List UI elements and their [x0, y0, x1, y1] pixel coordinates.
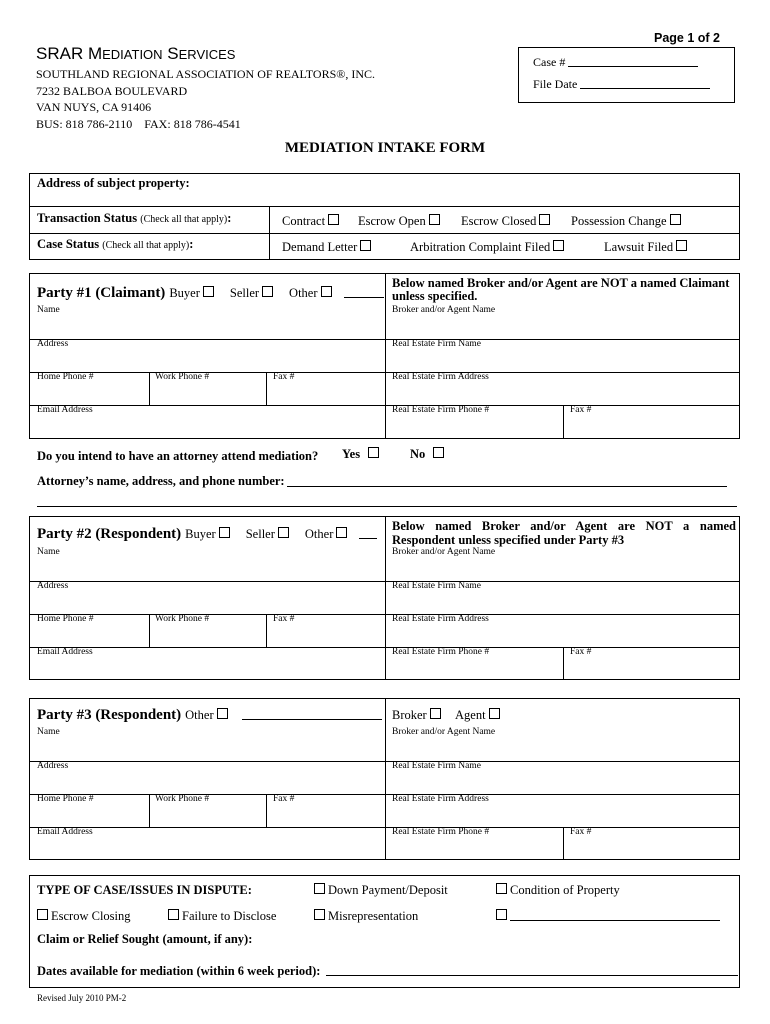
party3-other-option[interactable] [185, 708, 227, 722]
checkbox-label: Misrepresentation [328, 909, 419, 923]
party2-buyer-option[interactable] [185, 527, 230, 541]
checkbox-label: Broker [392, 708, 427, 722]
fax-label: FAX [144, 117, 168, 131]
divider [563, 827, 564, 860]
checkbox-icon[interactable] [219, 527, 230, 538]
transaction-status-title: Transaction Status [37, 211, 138, 225]
party2-broker-name-label: Broker and/or Agent Name [392, 547, 496, 557]
checkbox-label: Arbitration Complaint Filed [410, 240, 551, 254]
party1-seller-option[interactable] [230, 286, 273, 300]
party1-name-label: Name [37, 305, 60, 315]
issue-condition[interactable] [496, 883, 620, 898]
checkbox-lawsuit-filed[interactable] [604, 240, 687, 255]
party3-address-label: Address [37, 761, 69, 771]
checkbox-contract[interactable] [282, 214, 339, 229]
issue-other[interactable] [496, 909, 720, 924]
dates-line[interactable] [326, 975, 738, 976]
case-status-title: Case Status [37, 237, 100, 251]
divider [29, 581, 740, 582]
divider [269, 206, 270, 260]
file-date-line[interactable] [580, 88, 710, 89]
attorney-no-option[interactable] [410, 447, 444, 462]
party1-title [37, 284, 384, 302]
party3-fax-label: Fax # [273, 794, 295, 804]
checkbox-icon[interactable] [496, 909, 507, 920]
checkbox-icon[interactable] [433, 447, 444, 458]
party2-other-line[interactable] [359, 538, 377, 539]
party1-heading: Party #1 (Claimant) [37, 285, 166, 301]
form-title: MEDIATION INTAKE FORM [284, 140, 486, 156]
checkbox-arbitration-filed[interactable] [410, 240, 564, 255]
party1-buyer-option[interactable] [169, 286, 214, 300]
org-name-part: EDIATION [102, 47, 163, 62]
party2-heading: Party #2 (Respondent) [37, 526, 182, 542]
file-date-label: File Date [533, 77, 578, 91]
divider [266, 794, 267, 827]
claim-label: Claim or Relief Sought (amount, if any): [37, 932, 253, 946]
party1-firm-phone-label: Real Estate Firm Phone # [392, 405, 490, 415]
case-number-label: Case # [533, 55, 566, 69]
divider [29, 405, 740, 406]
checkbox-escrow-open[interactable] [358, 214, 440, 229]
checkbox-label: Lawsuit Filed [604, 240, 674, 254]
party2-other-option[interactable] [305, 527, 347, 541]
checkbox-icon[interactable] [314, 909, 325, 920]
party3-heading: Party #3 (Respondent) [37, 707, 182, 723]
divider [385, 516, 386, 680]
party2-name-label: Name [37, 547, 60, 557]
party1-work-phone-label: Work Phone # [155, 372, 210, 382]
divider [385, 698, 386, 860]
checkbox-possession-change[interactable] [571, 214, 681, 229]
divider [149, 614, 150, 647]
checkbox-icon[interactable] [676, 240, 687, 251]
checkbox-label: Seller [245, 527, 275, 541]
checkbox-label: Other [304, 527, 334, 541]
checkbox-label: No [410, 447, 426, 461]
party2-title [37, 525, 377, 543]
party2-fax-label: Fax # [273, 614, 295, 624]
checkbox-icon[interactable] [321, 286, 332, 297]
party3-firm-phone-label: Real Estate Firm Phone # [392, 827, 490, 837]
bus-number: : 818 786-2110 [59, 117, 133, 131]
party3-agent-option[interactable] [455, 708, 500, 723]
issues-title: TYPE OF CASE/ISSUES IN DISPUTE: [37, 883, 252, 897]
checkbox-icon[interactable] [553, 240, 564, 251]
party3-work-phone-label: Work Phone # [155, 794, 210, 804]
divider [149, 794, 150, 827]
divider [29, 614, 740, 615]
party3-name-label: Name [37, 727, 60, 737]
checkbox-icon[interactable] [539, 214, 550, 225]
checkbox-label: Other [185, 708, 214, 722]
checkbox-label: Buyer [169, 286, 200, 300]
party3-home-phone-label: Home Phone # [37, 794, 94, 804]
divider [29, 206, 740, 207]
issue-misrepresentation[interactable] [314, 909, 418, 924]
party1-other-option[interactable] [289, 286, 331, 300]
divider [29, 794, 740, 795]
party2-firm-name-label: Real Estate Firm Name [392, 581, 481, 591]
party1-home-phone-label: Home Phone # [37, 372, 94, 382]
party1-other-line[interactable] [344, 297, 384, 298]
divider [29, 372, 740, 373]
fax-number: : 818 786-4541 [167, 117, 241, 131]
party1-address-label: Address [37, 339, 69, 349]
party2-firm-address-label: Real Estate Firm Address [392, 614, 489, 624]
org-association: SOUTHLAND REGIONAL ASSOCIATION OF REALTORS®, INC. [36, 67, 376, 81]
party2-firm-fax-label: Fax # [570, 647, 592, 657]
checkbox-label: Seller [229, 286, 260, 300]
party2-work-phone-label: Work Phone # [155, 614, 210, 624]
divider [266, 614, 267, 647]
checkbox-label: Demand Letter [282, 240, 358, 254]
issue-escrow-closing[interactable] [37, 909, 131, 924]
org-address-line1: 7232 BALBOA BOULEVARD [36, 84, 188, 98]
checkbox-label: Other [289, 286, 318, 300]
attorney-yes-option[interactable] [342, 447, 379, 462]
divider [149, 372, 150, 405]
party1-fax-label: Fax # [273, 372, 295, 382]
checkbox-icon[interactable] [496, 883, 507, 894]
checkbox-icon[interactable] [336, 527, 347, 538]
party1-firm-name-label: Real Estate Firm Name [392, 339, 481, 349]
checkbox-label: Escrow Closed [461, 214, 537, 228]
divider [29, 339, 740, 340]
checkbox-icon[interactable] [430, 708, 441, 719]
org-name-part: ERVICES [178, 47, 236, 62]
subject-property-label: Address of subject property: [37, 176, 190, 190]
checkbox-icon[interactable] [670, 214, 681, 225]
org-phone-line [36, 117, 241, 132]
party2-broker-note: Below named Broker and/or Agent are NOT a named Respondent unless specified under Party #3 [392, 519, 736, 547]
party2-seller-option[interactable] [246, 527, 289, 541]
attorney-question: Do you intend to have an attorney attend mediation? [37, 449, 319, 463]
checkbox-label: Failure to Disclose [182, 909, 277, 923]
checkbox-label: Yes [342, 447, 361, 461]
checkbox-icon[interactable] [278, 527, 289, 538]
party3-other-line[interactable] [242, 719, 382, 720]
page-number: Page 1 of 2 [654, 31, 720, 45]
checkbox-demand-letter[interactable] [282, 240, 371, 255]
org-name-part: SRAR M [36, 44, 103, 63]
party1-broker-name-label: Broker and/or Agent Name [392, 305, 496, 315]
party3-firm-name-label: Real Estate Firm Name [392, 761, 481, 771]
checkbox-label: Condition of Property [510, 883, 620, 897]
party2-email-label: Email Address [37, 647, 93, 657]
checkbox-label: Agent [455, 708, 486, 722]
party1-broker-note: Below named Broker and/or Agent are NOT a named Claimant unless specified. [392, 276, 730, 303]
party3-email-label: Email Address [37, 827, 93, 837]
checkbox-label: Buyer [185, 527, 216, 541]
party3-firm-address-label: Real Estate Firm Address [392, 794, 489, 804]
checkbox-icon[interactable] [314, 883, 325, 894]
divider [29, 647, 740, 648]
checkbox-label: Down Payment/Deposit [328, 883, 448, 897]
checkbox-icon[interactable] [360, 240, 371, 251]
case-number-line[interactable] [568, 66, 698, 67]
attorney-info-line[interactable] [287, 486, 727, 487]
dates-label: Dates available for mediation (within 6 week period): [37, 964, 321, 978]
checkbox-icon[interactable] [37, 909, 48, 920]
divider [385, 273, 386, 439]
case-box [518, 47, 735, 103]
checkbox-icon[interactable] [262, 286, 273, 297]
party2-home-phone-label: Home Phone # [37, 614, 94, 624]
checkbox-escrow-closed[interactable] [461, 214, 550, 229]
checkbox-icon[interactable] [328, 214, 339, 225]
transaction-status-label: Transaction Status (Check all that apply): [37, 211, 232, 225]
attorney-info-label: Attorney’s name, address, and phone number: [37, 474, 285, 488]
party1-firm-fax-label: Fax # [570, 405, 592, 415]
party3-firm-fax-label: Fax # [570, 827, 592, 837]
checkbox-icon[interactable] [429, 214, 440, 225]
checkbox-icon[interactable] [368, 447, 379, 458]
org-name [36, 44, 235, 64]
org-name-part: S [162, 44, 179, 63]
file-date-field[interactable] [533, 77, 710, 92]
checkbox-icon[interactable] [168, 909, 179, 920]
party3-title [37, 706, 382, 724]
divider [563, 405, 564, 439]
checkbox-label: Possession Change [571, 214, 667, 228]
case-status-label: Case Status (Check all that apply): [37, 237, 194, 251]
party2-firm-phone-label: Real Estate Firm Phone # [392, 647, 490, 657]
party1-email-label: Email Address [37, 405, 93, 415]
checkbox-label: Escrow Closing [51, 909, 131, 923]
divider [29, 761, 740, 762]
issue-failure-disclose[interactable] [168, 909, 276, 924]
checkbox-icon[interactable] [489, 708, 500, 719]
issue-other-line[interactable] [510, 920, 720, 921]
issue-down-payment[interactable] [314, 883, 448, 898]
party3-broker-option[interactable] [392, 708, 441, 723]
bus-label: BUS [36, 117, 60, 131]
party1-firm-address-label: Real Estate Firm Address [392, 372, 489, 382]
checkbox-label: Escrow Open [358, 214, 426, 228]
revision-footer: Revised July 2010 PM-2 [37, 993, 127, 1003]
checkbox-icon[interactable] [217, 708, 228, 719]
divider [563, 647, 564, 680]
case-status-hint: (Check all that apply) [102, 240, 190, 251]
org-address-line2: VAN NUYS, CA 91406 [36, 100, 152, 114]
divider [266, 372, 267, 405]
divider [29, 827, 740, 828]
party2-address-label: Address [37, 581, 69, 591]
checkbox-label: Contract [282, 214, 326, 228]
party3-broker-name-label: Broker and/or Agent Name [392, 727, 496, 737]
divider [29, 233, 740, 234]
checkbox-icon[interactable] [203, 286, 214, 297]
case-number-field[interactable] [533, 55, 698, 70]
transaction-status-hint: (Check all that apply) [140, 214, 228, 225]
attorney-info-line-2[interactable] [37, 506, 737, 507]
